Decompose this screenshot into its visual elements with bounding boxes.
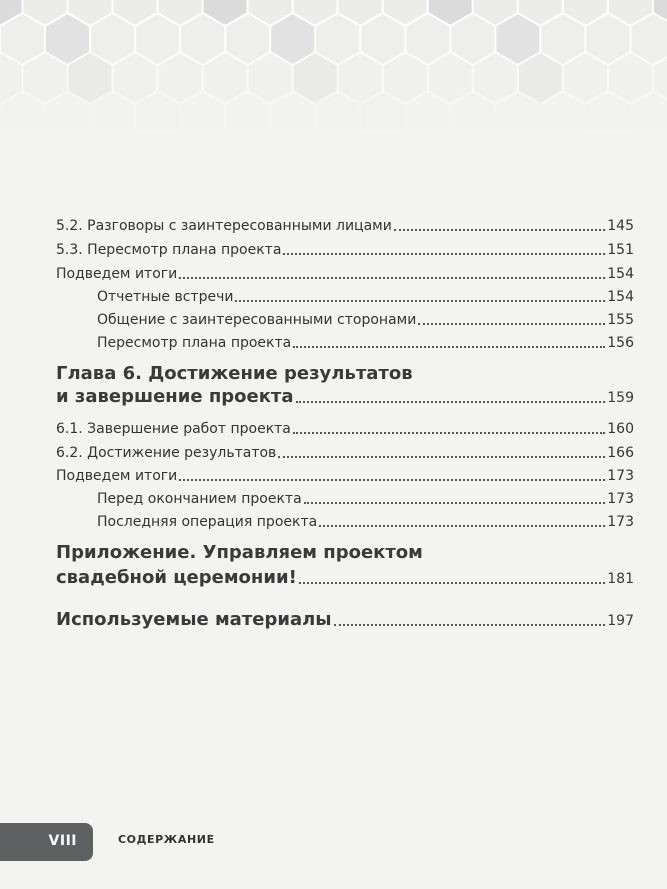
toc-entry-label: Отчетные встречи [97, 289, 234, 305]
toc-page-number: 154 [607, 266, 634, 282]
toc-entry-6-1[interactable] [56, 417, 634, 438]
toc-page-number: 160 [607, 421, 634, 437]
chapter-6-entry[interactable] [56, 386, 634, 409]
leader-dots [283, 239, 605, 255]
toc-entry-label: Пересмотр плана проекта [97, 335, 292, 351]
toc-page-number: 154 [607, 289, 634, 305]
toc-entry-label: 6.1. Завершение работ проекта [56, 421, 291, 437]
references-title: Используемые материалы [56, 609, 332, 630]
toc-page-number: 173 [607, 491, 634, 507]
leader-dots [278, 442, 605, 458]
toc-page-number: 145 [607, 218, 634, 234]
leader-dots [296, 387, 606, 403]
appendix-entry[interactable] [56, 567, 634, 590]
leader-dots [179, 263, 605, 279]
chapter-6-title-line1[interactable]: Глава 6. Достижение результатов [56, 363, 413, 384]
toc-page-number: 159 [607, 390, 634, 406]
toc-subentry-last-operation[interactable] [97, 510, 634, 531]
toc-entry-label: Последняя операция проекта [97, 514, 318, 530]
toc-subentry-reports[interactable] [97, 285, 634, 306]
toc-page-number: 151 [607, 242, 634, 258]
toc-page-number: 197 [607, 613, 634, 629]
toc-entry-summary-6[interactable] [56, 464, 634, 485]
appendix-title-line1[interactable]: Приложение. Управляем проектом [56, 542, 423, 563]
leader-dots [394, 215, 605, 231]
leader-dots [293, 332, 605, 348]
toc-page-number: 173 [607, 468, 634, 484]
toc-entry-label: 5.2. Разговоры с заинтересованными лицами [56, 218, 392, 234]
toc-page-number: 166 [607, 445, 634, 461]
leader-dots [179, 465, 605, 481]
toc-entry-label: Перед окончанием проекта [97, 491, 302, 507]
page-number-tab [0, 823, 93, 861]
chapter-6-title-line2: и завершение проекта [56, 386, 294, 407]
page-number: VIII [48, 833, 77, 849]
toc-subentry-before-end[interactable] [97, 487, 634, 508]
toc-subentry-stakeholders[interactable] [97, 308, 634, 329]
leader-dots [319, 511, 605, 527]
toc-entry-6-2[interactable] [56, 441, 634, 462]
leader-dots [299, 568, 605, 584]
appendix-title-line2: свадебной церемонии! [56, 567, 297, 588]
toc-subentry-plan-review[interactable] [97, 331, 634, 352]
leader-dots [293, 418, 605, 434]
leader-dots [235, 286, 605, 302]
running-footer-section: СОДЕРЖАНИЕ [118, 833, 215, 846]
toc-page-number: 181 [607, 571, 634, 587]
toc-entry-5-2[interactable] [56, 214, 634, 235]
toc-entry-label: 5.3. Пересмотр плана проекта [56, 242, 282, 258]
leader-dots [418, 309, 605, 325]
toc-entry-summary-5[interactable] [56, 262, 634, 283]
toc-entry-label: Подведем итоги [56, 468, 178, 484]
toc-page-number: 156 [607, 335, 634, 351]
leader-dots [334, 610, 606, 626]
toc-entry-label: Общение с заинтересованными сторонами [97, 312, 417, 328]
toc-entry-label: Подведем итоги [56, 266, 178, 282]
toc-page-number: 155 [607, 312, 634, 328]
references-entry[interactable] [56, 609, 634, 632]
leader-dots [304, 488, 606, 504]
toc-page-number: 173 [607, 514, 634, 530]
hexagon-pattern-decoration [0, 0, 667, 130]
toc-entry-label: 6.2. Достижение результатов [56, 445, 277, 461]
toc-entry-5-3[interactable] [56, 238, 634, 259]
